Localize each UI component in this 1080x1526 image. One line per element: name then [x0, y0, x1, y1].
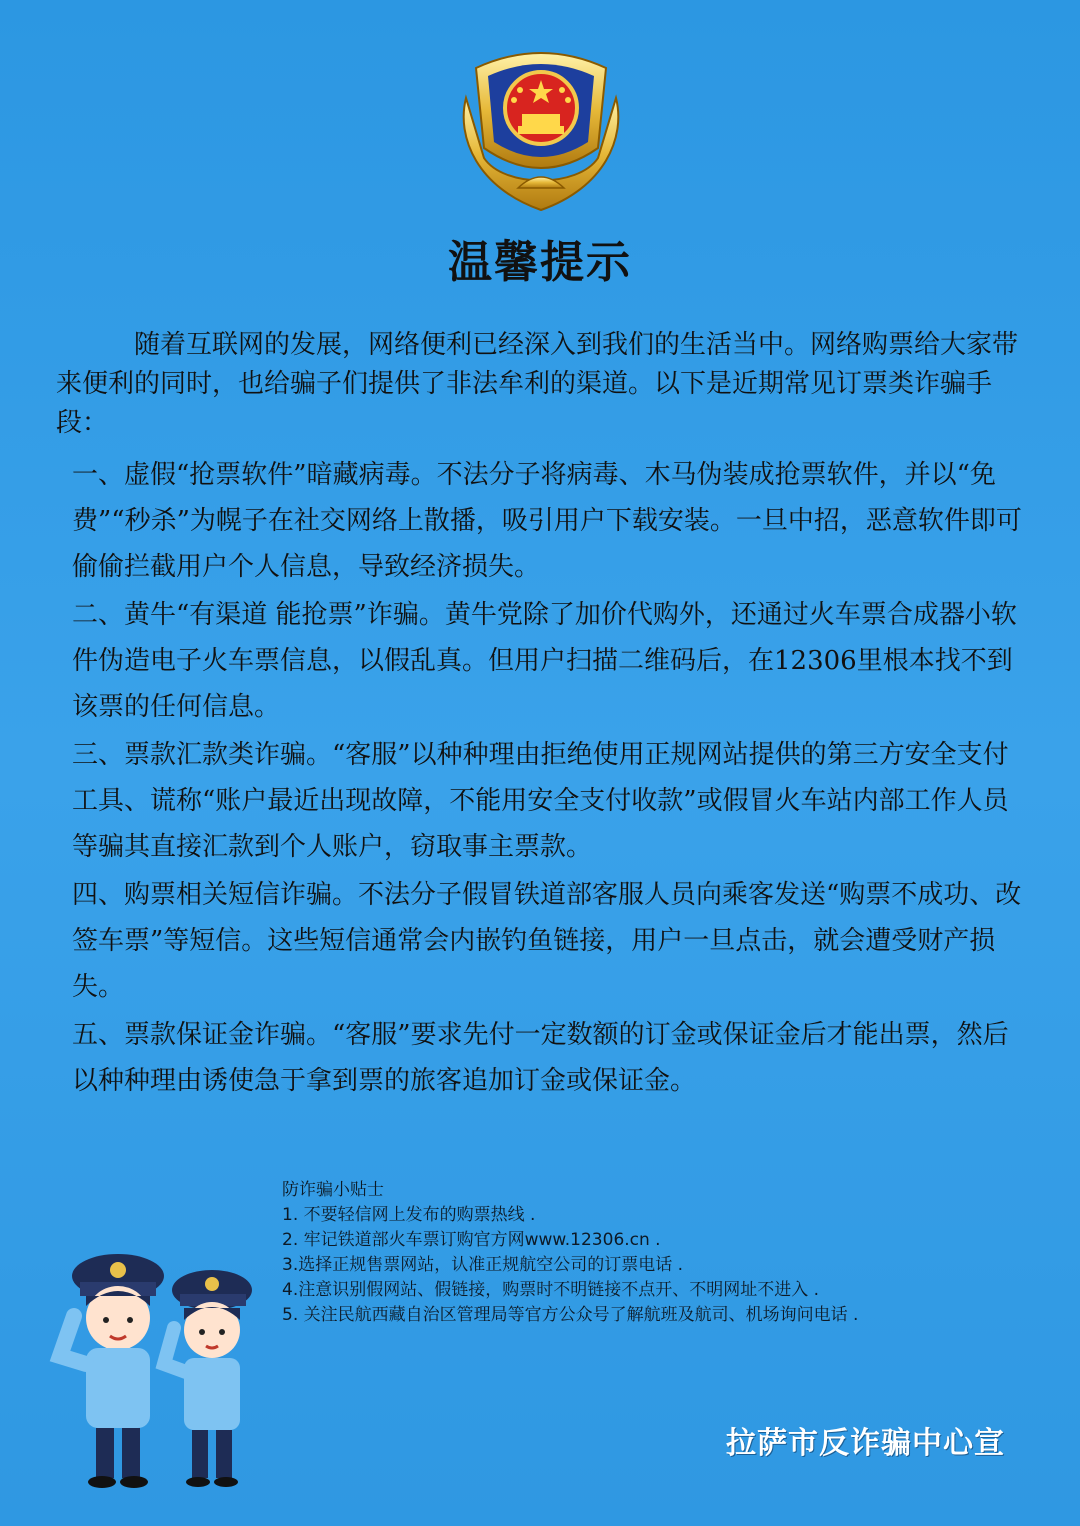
tip-line-1: 1. 不要轻信网上发布的购票热线 . — [282, 1205, 536, 1225]
police-emblem-icon — [448, 38, 634, 214]
tip-line-4: 4.注意识别假网站、假链接，购票时不明链接不点开、不明网址不进入 . — [282, 1280, 820, 1300]
page-title: 温馨提示 — [448, 237, 632, 288]
fraud-item-3: 三、票款汇款类诈骗。“客服”以种种理由拒绝使用正规网站提供的第三方安全支付工具、谎称“账户最近出现故障，不能用安全支付收款”或假冒火车站内部工作人员等骗其直接汇款到个人账户，窃取事主票款。 — [72, 740, 1009, 862]
tips-heading: 防诈骗小贴士 — [282, 1180, 384, 1200]
tip-line-5: 5. 关注民航西藏自治区管理局等官方公众号了解航班及航司、机场询问电话 . — [282, 1305, 859, 1325]
anti-fraud-tips — [282, 1178, 1042, 1328]
saluting-officers-illustration — [40, 1236, 270, 1496]
fraud-item-5: 五、票款保证金诈骗。“客服”要求先付一定数额的订金或保证金后才能出票，然后以种种理由诱使急于拿到票的旅客追加订金或保证金。 — [72, 1020, 1009, 1096]
fraud-item-1: 一、虚假“抢票软件”暗藏病毒。不法分子将病毒、木马伪装成抢票软件，并以“免费”“秒杀”为幌子在社交网络上散播，吸引用户下载安装。一旦中招，恶意软件即可偷偷拦截用户个人信息，导致经济损失。 — [72, 460, 1022, 582]
tip-line-3: 3.选择正规售票网站，认准正规航空公司的订票电话 . — [282, 1255, 684, 1275]
fraud-item-4: 四、购票相关短信诈骗。不法分子假冒铁道部客服人员向乘客发送“购票不成功、改签车票”等短信。这些短信通常会内嵌钓鱼链接，用户一旦点击，就会遭受财产损失。 — [72, 880, 1022, 1002]
issuer-signature: 拉萨市反诈骗中心宣 — [726, 1426, 1005, 1461]
tip-line-2: 2. 牢记铁道部火车票订购官方网www.12306.cn . — [282, 1230, 661, 1250]
intro-paragraph: 随着互联网的发展，网络便利已经深入到我们的生活当中。网络购票给大家带来便利的同时，也给骗子们提供了非法牟利的渠道。以下是近期常见订票类诈骗手段： — [56, 330, 1019, 438]
fraud-item-2: 二、黄牛“有渠道 能抢票”诈骗。黄牛党除了加价代购外，还通过火车票合成器小软件伪造电子火车票信息，以假乱真。但用户扫描二维码后，在12306里根本找不到该票的任何信息。 — [72, 600, 1017, 722]
